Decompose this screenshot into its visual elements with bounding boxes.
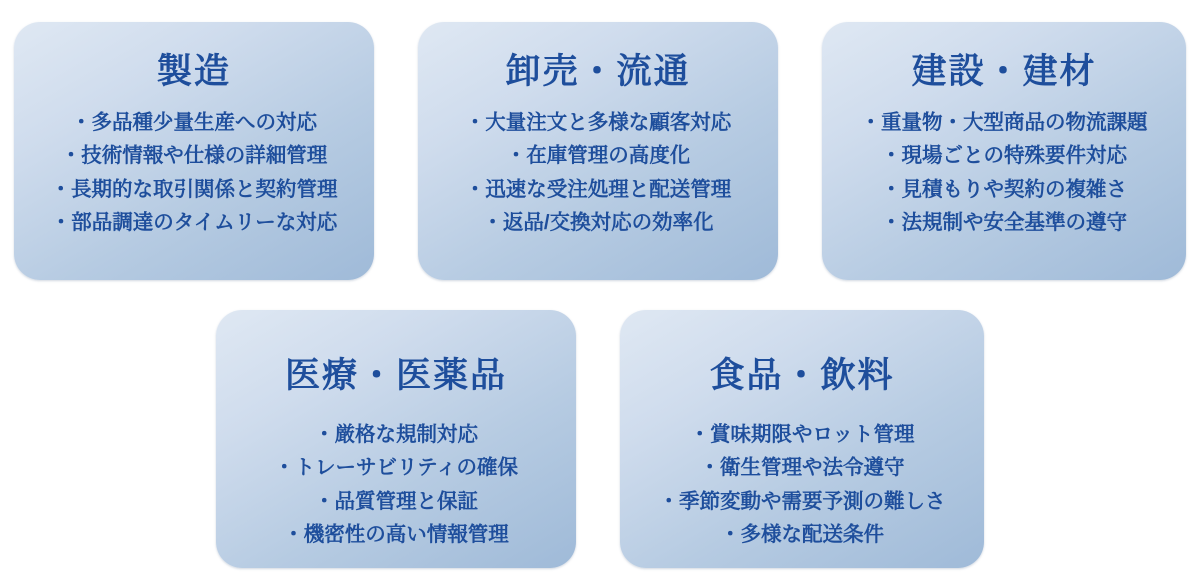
- list-item: ・迅速な受注処理と配送管理: [464, 177, 732, 201]
- list-item: ・長期的な取引関係と契約管理: [50, 177, 338, 201]
- list-item: ・トレーサビリティの確保: [274, 456, 518, 480]
- card-item-list: [832, 106, 1176, 239]
- list-item: ・多様な配送条件: [720, 522, 884, 546]
- list-item: ・厳格な規制対応: [314, 423, 478, 447]
- list-item: ・重量物・大型商品の物流課題: [860, 111, 1148, 135]
- list-item: ・見積もりや契約の複雑さ: [881, 177, 1127, 201]
- industry-card-medical-pharmaceutical: [216, 310, 576, 568]
- list-item: ・返品/交換対応の効率化: [482, 210, 714, 234]
- list-item: ・技術情報や仕様の詳細管理: [60, 144, 328, 168]
- list-item: ・在庫管理の高度化: [505, 144, 691, 168]
- list-item: ・衛生管理や法令遵守: [699, 456, 905, 480]
- list-item: ・法規制や安全基準の遵守: [881, 210, 1127, 234]
- card-title: 製造: [156, 52, 231, 91]
- industry-card-construction-materials: [822, 22, 1186, 280]
- industry-card-manufacturing: [14, 22, 374, 280]
- card-title: 卸売・流通: [505, 52, 691, 91]
- card-title: 医療・医薬品: [284, 356, 507, 395]
- card-item-list: [226, 418, 566, 551]
- list-item: ・部品調達のタイムリーな対応: [50, 210, 338, 234]
- list-item: ・賞味期限やロット管理: [689, 423, 915, 447]
- card-item-list: [630, 418, 974, 551]
- industry-card-wholesale-distribution: [418, 22, 778, 280]
- list-item: ・多品種少量生産への対応: [71, 111, 317, 135]
- list-item: ・大量注文と多様な顧客対応: [464, 111, 732, 135]
- card-title: 食品・飲料: [709, 356, 895, 395]
- list-item: ・機密性の高い情報管理: [283, 522, 509, 546]
- card-item-list: [428, 106, 768, 239]
- list-item: ・現場ごとの特殊要件対応: [881, 144, 1127, 168]
- list-item: ・季節変動や需要予測の難しさ: [658, 489, 946, 513]
- card-title: 建設・建材: [911, 52, 1097, 91]
- list-item: ・品質管理と保証: [314, 489, 478, 513]
- industry-card-food-beverage: [620, 310, 984, 568]
- card-item-list: [24, 106, 364, 239]
